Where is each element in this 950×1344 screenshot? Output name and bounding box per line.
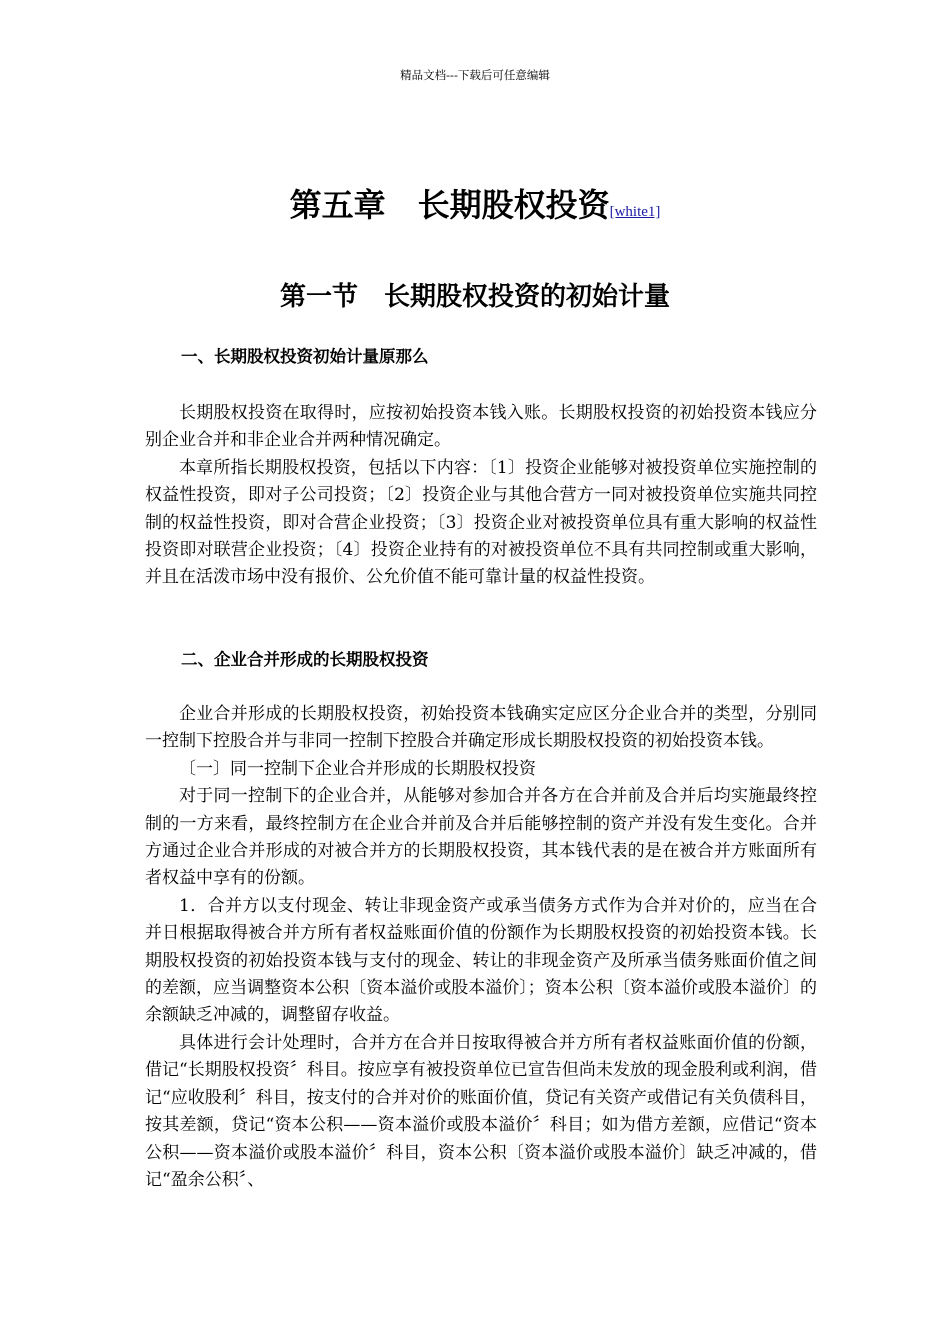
heading-business-combination: 二、企业合并形成的长期股权投资: [181, 650, 429, 669]
paragraph: 对于同一控制下的企业合并，从能够对参加合并各方在合并前及合并后均实施最终控制的一方来看，最终控制方在企业合并前及合并后能够控制的资产并没有发生变化。合并方通过企业合并形成的对被合并方的长期股权投资，其本钱代表的是在被合并方账面所有者权益中享有的份额。: [145, 786, 817, 889]
paragraph: 本章所指长期股权投资，包括以下内容：〔1〕投资企业能够对被投资单位实施控制的权益性投资，即对子公司投资；〔2〕投资企业与其他合营方一同对被投资单位实施共同控制的权益性投资，即对合营企业投资；〔3〕投资企业对被投资单位具有重大影响的权益性投资即对联营企业投资；〔4〕投资企业持有的对被投资单位不具有共同控制或重大影响，并且在活泼市场中没有报价、公允价值不能可靠计量的权益性投资。: [145, 457, 817, 588]
body-block-1: [145, 400, 817, 592]
paragraph: 1．合并方以支付现金、转让非现金资产或承当债务方式作为合并对价的，应当在合并日根据取得被合并方所有者权益账面价值的份额作为长期股权投资的初始投资本钱。长期股权投资的初始投资本钱与支付的现金、转让的非现金资产及所承当债务账面价值之间的差额，应当调整资本公积〔资本溢价或股本溢价〕；资本公积〔资本溢价或股本溢价〕的余额缺乏冲减的，调整留存收益。: [145, 895, 817, 1026]
paragraph: 〔一〕同一控制下企业合并形成的长期股权投资: [179, 758, 536, 779]
heading-initial-measurement-principle: 一、长期股权投资初始计量原那么: [181, 347, 429, 366]
body-block-2: [145, 701, 817, 1194]
page-header-note: 精品文档---下载后可任意编辑: [400, 68, 550, 82]
paragraph: 具体进行会计处理时，合并方在合并日按取得被合并方所有者权益账面价值的份额，借记“长期股权投资〞科目。按应享有被投资单位已宣告但尚未发放的现金股利或利润，借记“应收股利〞科目，按支付的合并对价的账面价值，贷记有关资产或借记有关负债科目，按其差额，贷记“资本公积——资本溢价或股本溢价〞科目；如为借方差额，应借记“资本公积——资本溢价或股本溢价〞科目，资本公积〔资本溢价或股本溢价〕缺乏冲减的，借记“盈余公积〞、: [145, 1032, 817, 1190]
paragraph: 企业合并形成的长期股权投资，初始投资本钱确实定应区分企业合并的类型，分别同一控制下控股合并与非同一控制下控股合并确定形成长期股权投资的初始投资本钱。: [145, 704, 817, 752]
paragraph: 长期股权投资在取得时，应按初始投资本钱入账。长期股权投资的初始投资本钱应分别企业合并和非企业合并两种情况确定。: [145, 403, 817, 451]
comment-reference-link[interactable]: [white1]: [609, 204, 661, 220]
chapter-title: [0, 183, 950, 234]
section-title: 第一节 长期股权投资的初始计量: [279, 282, 670, 312]
chapter-title-text: 第五章 长期股权投资: [289, 186, 610, 224]
